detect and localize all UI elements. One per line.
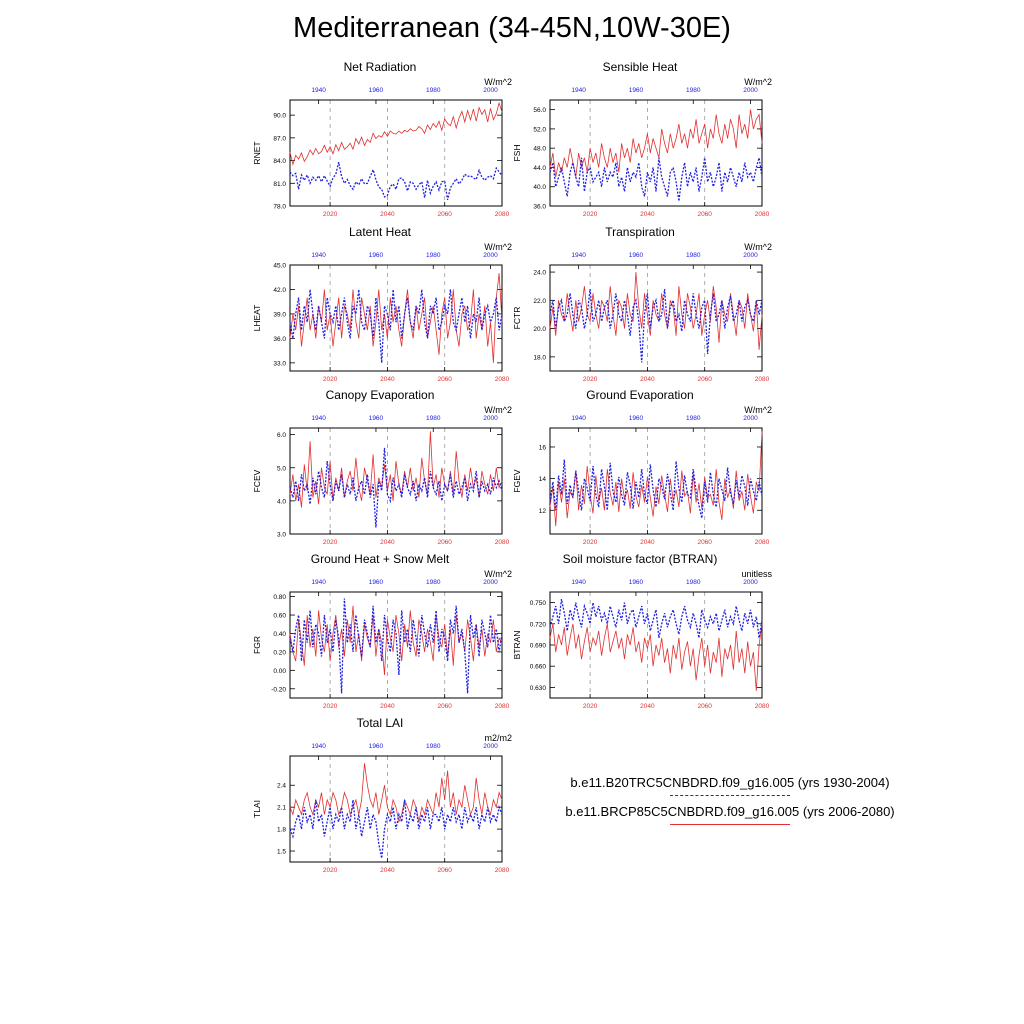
x-tick-label-future: 2020: [322, 867, 338, 874]
y-tick-label: 4.0: [276, 498, 286, 506]
x-tick-label-future: 2060: [697, 211, 712, 218]
x-tick-label-future: 2040: [380, 211, 395, 218]
units-label: W/m^2: [744, 405, 772, 415]
legend-fut-label: b.e11.BRCP85C5CNBDRD.f09_g16.005 (yrs 2006-2080): [565, 804, 895, 819]
legend-hist-label: b.e11.B20TRC5CNBDRD.f09_g16.005 (yrs 1930-2004): [570, 775, 890, 790]
x-tick-label-historical: 1980: [686, 252, 701, 259]
x-tick-label-historical: 1940: [571, 579, 586, 586]
y-tick-label: 0.60: [273, 612, 286, 620]
series-line-historical: [550, 599, 762, 638]
units-label: W/m^2: [484, 242, 512, 252]
y-tick-label: 0.630: [529, 684, 546, 692]
y-tick-label: 20.0: [533, 326, 546, 334]
panel-fgr: [250, 552, 510, 712]
series-line-historical: [290, 599, 502, 694]
x-tick-label-historical: 1940: [311, 579, 326, 586]
series-line-future: [290, 273, 502, 363]
x-tick-label-future: 2040: [640, 376, 655, 383]
series-line-historical: [550, 158, 762, 201]
panel-title: Net Radiation: [343, 60, 417, 74]
y-tick-label: 39.0: [273, 311, 286, 319]
legend: [540, 775, 920, 833]
units-label: W/m^2: [744, 242, 772, 252]
x-tick-label-historical: 2000: [743, 87, 758, 94]
x-tick-label-historical: 1960: [628, 415, 644, 422]
units-label: m2/m2: [484, 733, 512, 743]
x-tick-label-historical: 1960: [368, 87, 384, 94]
x-tick-label-historical: 2000: [483, 743, 498, 750]
x-tick-label-future: 2020: [322, 211, 338, 218]
y-tick-label: 0.690: [529, 642, 546, 650]
x-tick-label-historical: 2000: [483, 579, 498, 586]
y-axis-label: FGEV: [512, 469, 522, 493]
x-tick-label-historical: 2000: [743, 415, 758, 422]
y-tick-label: 42.0: [273, 286, 286, 294]
y-tick-label: 3.0: [276, 531, 286, 539]
y-tick-label: 84.0: [273, 158, 286, 166]
y-tick-label: 5.0: [276, 465, 286, 473]
x-tick-label-future: 2060: [437, 539, 452, 546]
y-tick-label: 2.4: [276, 782, 286, 790]
x-tick-label-historical: 1960: [628, 87, 644, 94]
y-tick-label: 18.0: [533, 354, 546, 362]
plot-frame: [550, 428, 762, 534]
x-tick-label-historical: 2000: [483, 415, 498, 422]
x-tick-label-future: 2020: [322, 539, 338, 546]
x-tick-label-future: 2060: [437, 211, 452, 218]
x-tick-label-historical: 1940: [571, 87, 586, 94]
x-tick-label-historical: 2000: [743, 579, 758, 586]
plot-area: [250, 388, 512, 548]
x-tick-label-historical: 1980: [686, 87, 701, 94]
legend-fut-line: [670, 824, 790, 825]
y-axis-label: BTRAN: [512, 630, 522, 660]
units-label: W/m^2: [484, 405, 512, 415]
series-line-historical: [290, 448, 502, 528]
plot-area: [510, 388, 772, 548]
y-tick-label: 33.0: [273, 360, 286, 368]
x-tick-label-future: 2040: [640, 211, 655, 218]
plot-frame: [290, 100, 502, 206]
panel-tlai: [250, 716, 510, 876]
panel-fgev: [510, 388, 770, 548]
y-tick-label: 0.720: [529, 621, 546, 629]
x-tick-label-historical: 1940: [311, 87, 326, 94]
panel-btran: [510, 552, 770, 712]
x-tick-label-historical: 1960: [628, 579, 644, 586]
panel-lheat: [250, 225, 510, 385]
panel-title: Ground Heat + Snow Melt: [310, 552, 450, 566]
panel-title: Latent Heat: [348, 225, 412, 239]
x-tick-label-historical: 1980: [426, 252, 441, 259]
x-tick-label-historical: 1980: [426, 87, 441, 94]
plot-area: [250, 552, 512, 712]
y-tick-label: 0.00: [273, 667, 286, 675]
x-tick-label-historical: 2000: [483, 87, 498, 94]
panel-fctr: [510, 225, 770, 385]
x-tick-label-future: 2080: [494, 211, 510, 218]
x-tick-label-future: 2020: [322, 703, 338, 710]
x-tick-label-historical: 1960: [368, 579, 384, 586]
y-tick-label: 6.0: [276, 432, 286, 440]
y-tick-label: 0.750: [529, 600, 546, 608]
y-tick-label: 81.0: [273, 180, 286, 188]
y-tick-label: 0.20: [273, 649, 286, 657]
x-tick-label-future: 2060: [697, 703, 712, 710]
y-tick-label: 87.0: [273, 135, 286, 143]
x-tick-label-future: 2020: [582, 376, 598, 383]
x-tick-label-historical: 1960: [368, 743, 384, 750]
x-tick-label-historical: 1940: [571, 252, 586, 259]
y-tick-label: -0.20: [271, 686, 286, 694]
panel-title: Total LAI: [356, 716, 404, 730]
panel-title: Sensible Heat: [602, 60, 678, 74]
plot-area: [510, 60, 772, 220]
x-tick-label-future: 2060: [697, 539, 712, 546]
x-tick-label-historical: 1940: [571, 415, 586, 422]
y-tick-label: 90.0: [273, 112, 286, 120]
y-axis-label: RNET: [252, 141, 262, 165]
x-tick-label-future: 2020: [582, 539, 598, 546]
plot-area: [510, 225, 772, 385]
panel-title: Ground Evaporation: [586, 388, 694, 402]
x-tick-label-historical: 1940: [311, 415, 326, 422]
panel-fcev: [250, 388, 510, 548]
y-axis-label: FSH: [512, 144, 522, 162]
y-tick-label: 24.0: [533, 269, 546, 277]
x-tick-label-historical: 1960: [368, 415, 384, 422]
x-tick-label-future: 2040: [380, 376, 395, 383]
x-tick-label-future: 2060: [437, 376, 452, 383]
x-tick-label-future: 2080: [754, 539, 770, 546]
x-tick-label-historical: 2000: [743, 252, 758, 259]
x-tick-label-future: 2040: [640, 539, 655, 546]
series-line-future: [550, 110, 762, 178]
x-tick-label-historical: 2000: [483, 252, 498, 259]
x-tick-label-future: 2020: [322, 376, 338, 383]
x-tick-label-historical: 1980: [426, 743, 441, 750]
y-tick-label: 36.0: [273, 335, 286, 343]
y-tick-label: 56.0: [533, 107, 546, 115]
legend-hist-line: [670, 795, 790, 796]
panel-rnet: [250, 60, 510, 220]
y-axis-label: FCEV: [252, 469, 262, 493]
units-label: unitless: [741, 569, 772, 579]
panel-title: Transpiration: [605, 225, 675, 239]
y-tick-label: 52.0: [533, 126, 546, 134]
series-line-future: [550, 624, 762, 691]
x-tick-label-historical: 1960: [628, 252, 644, 259]
x-tick-label-future: 2080: [494, 703, 510, 710]
x-tick-label-future: 2040: [380, 703, 395, 710]
y-axis-label: TLAI: [252, 800, 262, 818]
x-tick-label-future: 2020: [582, 703, 598, 710]
x-tick-label-historical: 1980: [426, 579, 441, 586]
x-tick-label-historical: 1980: [426, 415, 441, 422]
y-tick-label: 40.0: [533, 184, 546, 192]
y-tick-label: 0.660: [529, 663, 546, 671]
x-tick-label-historical: 1980: [686, 579, 701, 586]
y-tick-label: 1.5: [276, 848, 286, 856]
x-tick-label-future: 2080: [494, 376, 510, 383]
plot-area: [250, 60, 512, 220]
x-tick-label-future: 2040: [380, 539, 395, 546]
x-tick-label-future: 2040: [640, 703, 655, 710]
x-tick-label-future: 2080: [494, 539, 510, 546]
y-axis-label: FGR: [252, 636, 262, 654]
units-label: W/m^2: [484, 77, 512, 87]
plot-area: [510, 552, 772, 712]
y-tick-label: 45.0: [273, 262, 286, 270]
y-tick-label: 36.0: [533, 203, 546, 211]
y-tick-label: 78.0: [273, 203, 286, 211]
y-tick-label: 0.40: [273, 630, 286, 638]
y-tick-label: 2.1: [276, 804, 286, 812]
series-line-future: [290, 103, 502, 164]
panel-title: Soil moisture factor (BTRAN): [562, 552, 718, 566]
x-tick-label-future: 2080: [754, 211, 770, 218]
x-tick-label-historical: 1940: [311, 743, 326, 750]
y-tick-label: 0.80: [273, 594, 286, 602]
y-tick-label: 14: [538, 476, 546, 484]
series-line-future: [290, 431, 502, 507]
series-line-historical: [290, 290, 502, 363]
y-tick-label: 16: [538, 444, 546, 452]
y-axis-label: FCTR: [512, 306, 522, 330]
panel-fsh: [510, 60, 770, 220]
x-tick-label-future: 2020: [582, 211, 598, 218]
units-label: W/m^2: [484, 569, 512, 579]
y-axis-label: LHEAT: [252, 304, 262, 332]
page-title: Mediterranean (34-45N,10W-30E): [293, 12, 731, 44]
plot-frame: [290, 428, 502, 534]
y-tick-label: 44.0: [533, 164, 546, 172]
x-tick-label-future: 2080: [754, 376, 770, 383]
series-line-future: [550, 431, 762, 526]
y-tick-label: 1.8: [276, 826, 286, 834]
x-tick-label-historical: 1980: [686, 415, 701, 422]
x-tick-label-future: 2080: [494, 867, 510, 874]
x-tick-label-historical: 1940: [311, 252, 326, 259]
x-tick-label-future: 2060: [697, 376, 712, 383]
plot-frame: [550, 265, 762, 371]
y-tick-label: 22.0: [533, 297, 546, 305]
series-line-future: [290, 763, 502, 822]
plot-area: [250, 716, 512, 876]
panel-title: Canopy Evaporation: [325, 388, 435, 402]
x-tick-label-future: 2060: [437, 867, 452, 874]
units-label: W/m^2: [744, 77, 772, 87]
plot-area: [250, 225, 512, 385]
x-tick-label-future: 2040: [380, 867, 395, 874]
x-tick-label-future: 2060: [437, 703, 452, 710]
x-tick-label-historical: 1960: [368, 252, 384, 259]
x-tick-label-future: 2080: [754, 703, 770, 710]
y-tick-label: 12: [538, 507, 546, 515]
series-line-historical: [290, 162, 502, 200]
y-tick-label: 48.0: [533, 145, 546, 153]
